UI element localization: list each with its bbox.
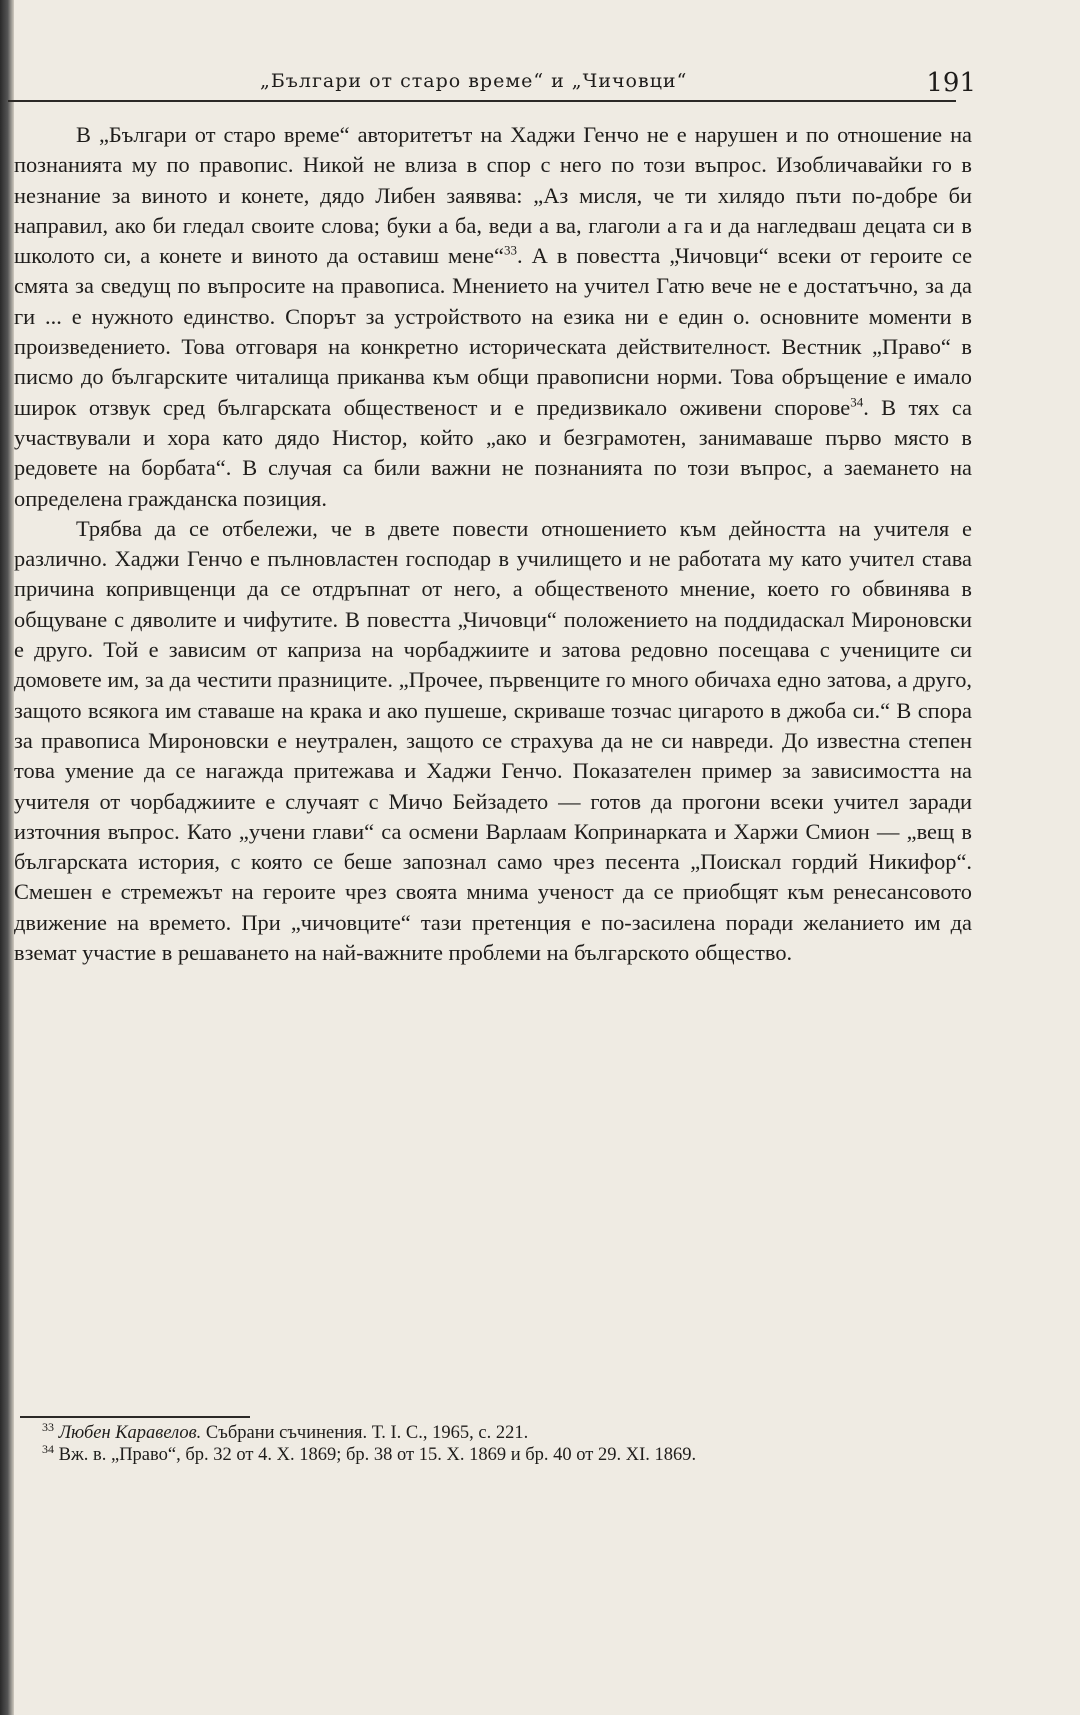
footnote-text: Събрани съчинения. Т. I. С., 1965, с. 221. — [205, 1423, 529, 1443]
footnote-rule — [20, 1416, 250, 1418]
footnote-34 — [22, 1441, 970, 1466]
footnote-number: 33 — [42, 1419, 54, 1434]
footnote-number: 34 — [42, 1441, 54, 1456]
paragraph-1-part-3: . В тях са участвували и хора като дядо Нистор, който „ако и безграмотен, занимаваше първо място в редовете на борбата“. В случая са били важни не познанията по този въпрос, а заемането на определена гражданска позиция. — [14, 394, 972, 511]
page-number: 191 — [926, 68, 976, 98]
footnotes — [22, 1419, 970, 1466]
footnote-ref-33: 33 — [504, 242, 517, 258]
footnote-ref-34: 34 — [850, 394, 864, 410]
page-edge — [0, 0, 14, 1715]
paragraph-1-part-2: . А в повестта „Чичовци“ всеки от героите се смята за сведущ по въпросите на правописа. Мнението на учител Гатю вече не е достатъчно, за да ги ... е нужното единство. Спорът за устройството на езика ни е един о. основните моменти в произведението. Това отговаря на конкретно историческата действителност. Вестник „Право“ в писмо до българските читалища приканва към общи правописни норми. Това обръщение е имало широк отзвук сред българската общественост и е предизвикало оживени спорове — [14, 243, 973, 420]
paragraph-2: Трябва да се отбележи, че в двете повести отношението към дейността на учителя е различно. Хаджи Генчо е пълновластен господар в училището и не работата му като учител става причина копривщенци да се отдръпнат от него, а общественото мнение, което го обвинява в общуване с дяволите и чифутите. В повестта „Чичовци“ положението на поддидаскал Мироновски е друго. Той е зависим от каприза на чорбаджиите и затова редовно посещава с учениците си домовете им, за да честити празниците. „Прочее, първенците го много обичаха едно затова, а друго, защото всякога им ставаше на крака и ако пушеше, скриваше тозчас цигарото в джоба си.“ В спора за правописа Мироновски е неутрален, защото се страхува да не си навреди. До известна степен това умение да се нагажда притежава и Хаджи Генчо. Показателен пример за зависимостта на учителя от чорбаджиите е случаят с Мичо Бейзадето — готов да прогони всеки учител заради източния въпрос. Като „учени глави“ са осмени Варлаам Копринарката и Харжи Смион — „вещ в българската история, с която се беше запознал само чрез песента „Поискал гордий Никифор“. Смешен е стремежът на героите чрез своята мнима ученост да се приобщят към ренесансовото движение на времето. При „чичовците“ тази претенция е по-засилена поради желанието им да вземат участие в решаването на най-важните проблеми на българското общество. — [14, 515, 972, 966]
paragraph-1 — [14, 120, 972, 514]
header-rule — [8, 100, 956, 102]
running-title: „Българи от старо време“ и „Чичовци“ — [260, 70, 688, 92]
footnote-text: Вж. в. „Право“, бр. 32 от 4. X. 1869; бр. 38 от 15. X. 1869 и бр. 40 от 29. XI. 1869. — [58, 1445, 697, 1465]
paragraph-1-part-1: В „Българи от старо време“ авторитетът на Хаджи Генчо не е нарушен и по отношение на познанията му по правопис. Никой не влиза в спор с него по този въпрос. Изобличавайки го в незнание за виното и конете, дядо Либен заявява: „Аз мисля, че ти хилядо пъти по-добре би направил, ако би гледал своите слова; буки а ба, веди а ва, глаголи а га и да нагледваш децата си в школото си, а конете и виното да оставиш мене“ — [14, 122, 972, 269]
footnote-author: Любен Каравелов. — [58, 1423, 202, 1443]
body-text — [14, 120, 972, 968]
footnote-33 — [22, 1419, 970, 1444]
running-head — [20, 64, 976, 100]
